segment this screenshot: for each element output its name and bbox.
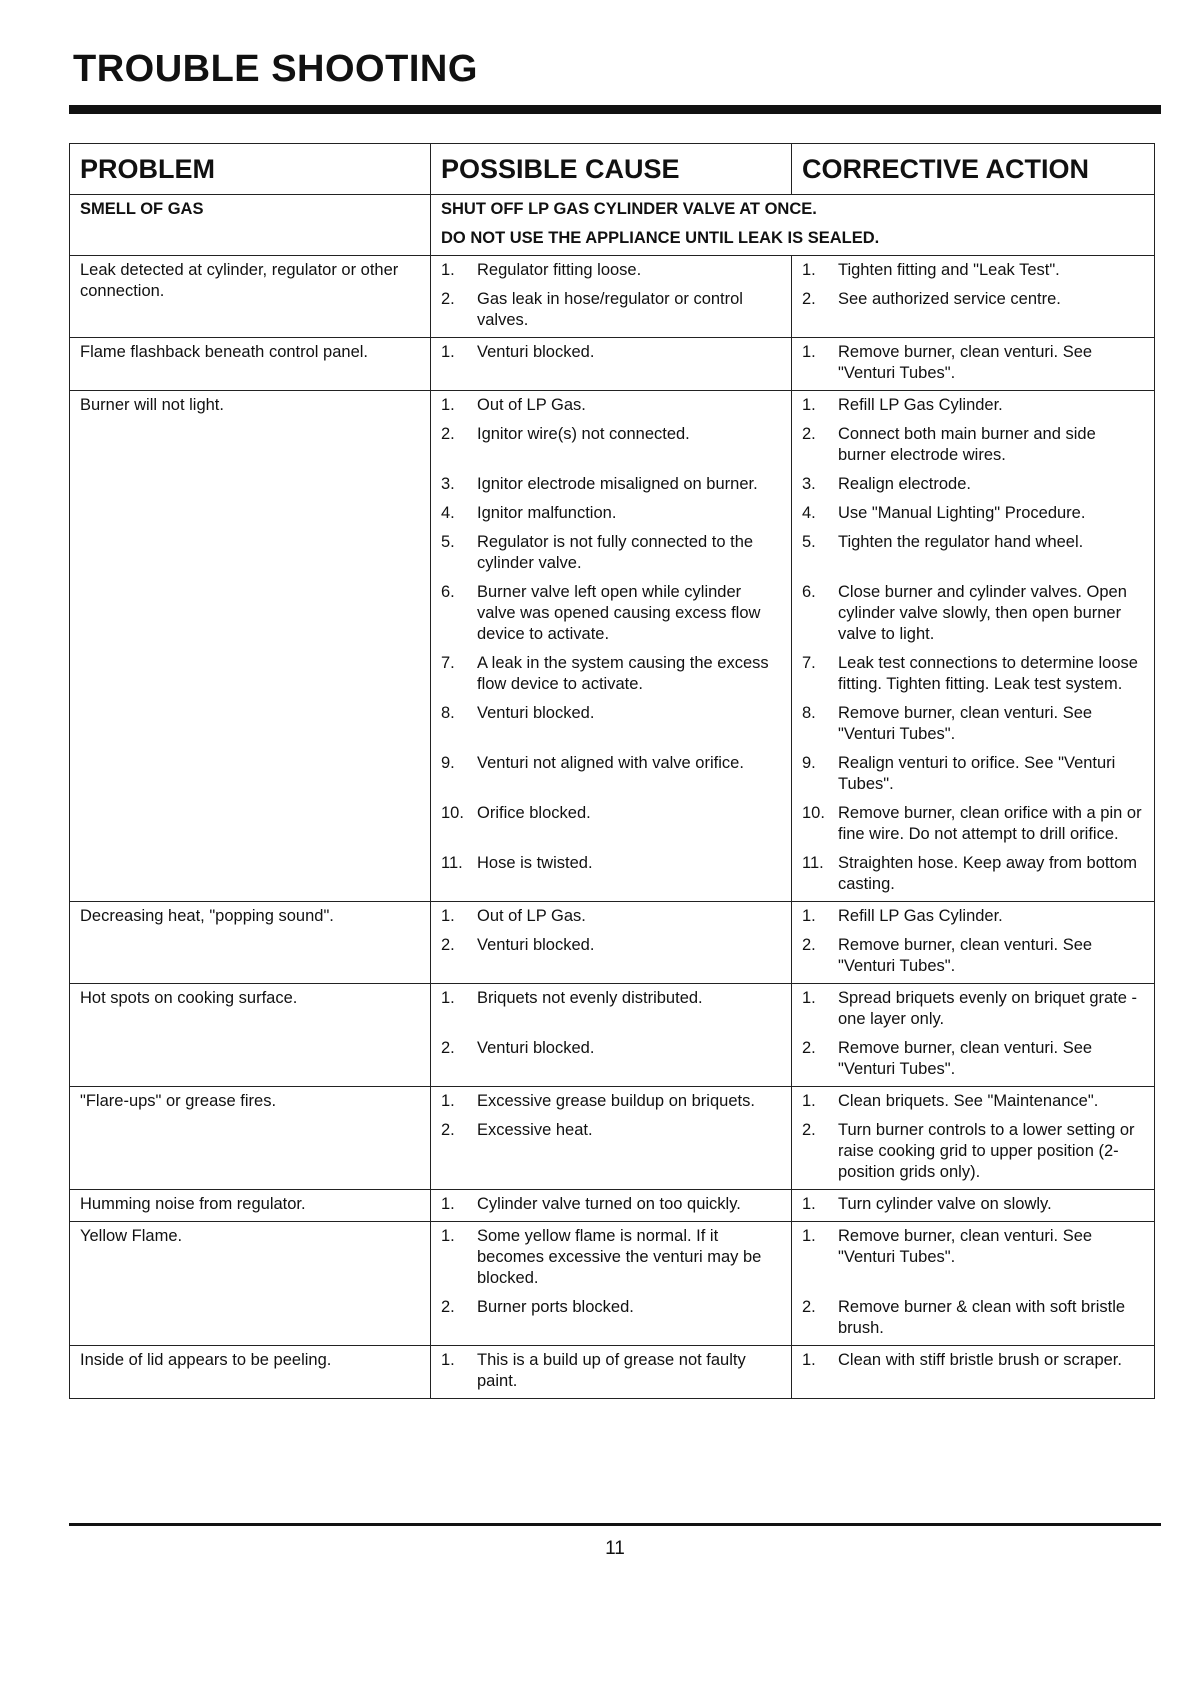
- possible-cause-cell: [431, 1087, 792, 1190]
- item-number: 1.: [441, 1351, 455, 1369]
- cause-item: [441, 988, 781, 1030]
- action-text: Clean with stiff bristle brush or scraper.: [838, 1351, 1122, 1369]
- action-text: Remove burner, clean venturi. See "Venturi Tubes".: [838, 1227, 1093, 1266]
- item-number: 1.: [441, 907, 455, 925]
- action-text: Close burner and cylinder valves. Open cylinder valve slowly, then open burner valve to light.: [838, 583, 1127, 643]
- cause-item: [441, 1120, 781, 1183]
- action-item: [802, 532, 1144, 574]
- item-number: 11.: [802, 854, 824, 872]
- cause-text: Excessive heat.: [477, 1121, 593, 1139]
- action-item: [802, 424, 1144, 466]
- problem-cell: "Flare-ups" or grease fires.: [70, 1087, 431, 1190]
- action-text: Remove burner, clean venturi. See "Venturi Tubes".: [838, 704, 1093, 743]
- action-item: [802, 1038, 1144, 1080]
- table-row: [70, 256, 1155, 338]
- footer-rule: [69, 1523, 1161, 1526]
- item-number: 1.: [441, 1227, 455, 1245]
- action-item: [802, 289, 1144, 331]
- cause-item: [441, 532, 781, 574]
- item-number: 2.: [802, 425, 816, 443]
- item-number: 1.: [802, 261, 816, 279]
- item-number: 1.: [441, 396, 455, 414]
- action-text: See authorized service centre.: [838, 290, 1061, 308]
- table-row: [70, 391, 1155, 902]
- item-number: 5.: [802, 533, 816, 551]
- cause-item: [441, 803, 781, 845]
- item-number: 1.: [441, 343, 455, 361]
- item-number: 4.: [441, 504, 455, 522]
- item-number: 10.: [441, 804, 464, 822]
- cause-item: [441, 1297, 781, 1339]
- cause-item: [441, 935, 781, 977]
- cause-item: [441, 1194, 781, 1215]
- action-item: [802, 803, 1144, 845]
- problem-cell: Flame flashback beneath control panel.: [70, 338, 431, 391]
- cause-text: Briquets not evenly distributed.: [477, 989, 703, 1007]
- action-item: [802, 503, 1144, 524]
- gas-warning-line-2: DO NOT USE THE APPLIANCE UNTIL LEAK IS SEALED.: [441, 229, 880, 247]
- action-item: [802, 853, 1144, 895]
- problem-cell: Decreasing heat, "popping sound".: [70, 902, 431, 984]
- table-row: [70, 1222, 1155, 1346]
- cause-text: Venturi blocked.: [477, 1039, 595, 1057]
- item-number: 8.: [802, 704, 816, 722]
- cause-item: [441, 395, 781, 416]
- item-number: 2.: [441, 1121, 455, 1139]
- item-number: 3.: [441, 475, 455, 493]
- possible-cause-cell: [431, 1346, 792, 1399]
- item-number: 1.: [802, 343, 816, 361]
- cause-text: Regulator is not fully connected to the cylinder valve.: [477, 533, 754, 572]
- item-number: 11.: [441, 854, 463, 872]
- possible-cause-cell: [431, 391, 792, 902]
- corrective-action-cell: [792, 338, 1155, 391]
- table-row: [70, 902, 1155, 984]
- action-text: Refill LP Gas Cylinder.: [838, 396, 1003, 414]
- action-text: Remove burner, clean orifice with a pin or fine wire. Do not attempt to drill orifice.: [838, 804, 1142, 843]
- item-number: 1.: [802, 1227, 816, 1245]
- action-text: Realign venturi to orifice. See "Venturi Tubes".: [838, 754, 1116, 793]
- corrective-action-cell: [792, 1346, 1155, 1399]
- gas-warning-line-1: SHUT OFF LP GAS CYLINDER VALVE AT ONCE.: [441, 200, 817, 218]
- header-corrective-action: CORRECTIVE ACTION: [792, 144, 1155, 195]
- action-text: Turn cylinder valve on slowly.: [838, 1195, 1052, 1213]
- gas-warning-row: [70, 195, 1155, 256]
- cause-text: Cylinder valve turned on too quickly.: [477, 1195, 741, 1213]
- action-item: [802, 906, 1144, 927]
- action-item: [802, 342, 1144, 384]
- item-number: 2.: [441, 425, 455, 443]
- corrective-action-cell: [792, 984, 1155, 1087]
- cause-item: [441, 289, 781, 331]
- item-number: 8.: [441, 704, 455, 722]
- item-number: 2.: [441, 1298, 455, 1316]
- problem-cell: Inside of lid appears to be peeling.: [70, 1346, 431, 1399]
- action-text: Realign electrode.: [838, 475, 971, 493]
- cause-text: This is a build up of grease not faulty paint.: [477, 1351, 746, 1390]
- item-number: 1.: [441, 261, 455, 279]
- action-item: [802, 260, 1144, 281]
- item-number: 1.: [441, 1195, 455, 1213]
- action-item: [802, 582, 1144, 645]
- action-item: [802, 703, 1144, 745]
- item-number: 2.: [802, 1121, 816, 1139]
- cause-item: [441, 582, 781, 645]
- table-row: [70, 1346, 1155, 1399]
- corrective-action-cell: [792, 1190, 1155, 1222]
- cause-item: [441, 342, 781, 384]
- item-number: 1.: [802, 1092, 816, 1110]
- cause-item: [441, 853, 781, 895]
- item-number: 2.: [802, 1298, 816, 1316]
- cause-item: [441, 1091, 781, 1112]
- item-number: 7.: [441, 654, 455, 672]
- page-number: 11: [605, 1538, 625, 1559]
- item-number: 2.: [802, 936, 816, 954]
- header-row: [70, 144, 1155, 195]
- table-row: [70, 338, 1155, 391]
- cause-text: Venturi not aligned with valve orifice.: [477, 754, 744, 772]
- item-number: 2.: [441, 936, 455, 954]
- action-text: Clean briquets. See "Maintenance".: [838, 1092, 1099, 1110]
- cause-item: [441, 1038, 781, 1080]
- item-number: 1.: [441, 989, 455, 1007]
- corrective-action-cell: [792, 256, 1155, 338]
- action-item: [802, 653, 1144, 695]
- item-number: 1.: [802, 907, 816, 925]
- action-item: [802, 753, 1144, 795]
- problem-cell: Humming noise from regulator.: [70, 1190, 431, 1222]
- problem-cell: Leak detected at cylinder, regulator or other connection.: [70, 256, 431, 338]
- action-text: Remove burner, clean venturi. See "Venturi Tubes".: [838, 936, 1093, 975]
- action-text: Spread briquets evenly on briquet grate - one layer only.: [838, 989, 1138, 1028]
- cause-item: [441, 424, 781, 466]
- cause-text: Some yellow flame is normal. If it becomes excessive the venturi may be blocked.: [477, 1227, 762, 1287]
- cause-item: [441, 474, 781, 495]
- item-number: 1.: [802, 396, 816, 414]
- cause-text: Out of LP Gas.: [477, 907, 586, 925]
- item-number: 1.: [802, 989, 816, 1007]
- action-text: Connect both main burner and side burner electrode wires.: [838, 425, 1096, 464]
- table-row: [70, 984, 1155, 1087]
- item-number: 2.: [441, 290, 455, 308]
- action-text: Remove burner, clean venturi. See "Venturi Tubes".: [838, 1039, 1093, 1078]
- possible-cause-cell: [431, 1222, 792, 1346]
- cause-item: [441, 1350, 781, 1392]
- cause-text: Ignitor wire(s) not connected.: [477, 425, 690, 443]
- item-number: 4.: [802, 504, 816, 522]
- cause-text: Regulator fitting loose.: [477, 261, 642, 279]
- action-item: [802, 1297, 1144, 1339]
- title-rule: [69, 105, 1161, 114]
- possible-cause-cell: [431, 902, 792, 984]
- corrective-action-cell: [792, 1087, 1155, 1190]
- action-text: Straighten hose. Keep away from bottom casting.: [838, 854, 1137, 893]
- item-number: 2.: [802, 1039, 816, 1057]
- cause-item: [441, 753, 781, 795]
- problem-cell: Yellow Flame.: [70, 1222, 431, 1346]
- item-number: 9.: [441, 754, 455, 772]
- gas-warning-instructions: [431, 195, 1155, 256]
- action-text: Use "Manual Lighting" Procedure.: [838, 504, 1086, 522]
- table-row: [70, 1087, 1155, 1190]
- action-item: [802, 935, 1144, 977]
- cause-text: Out of LP Gas.: [477, 396, 586, 414]
- cause-text: Orifice blocked.: [477, 804, 591, 822]
- item-number: 10.: [802, 804, 825, 822]
- item-number: 3.: [802, 475, 816, 493]
- header-possible-cause: POSSIBLE CAUSE: [431, 144, 792, 195]
- action-text: Turn burner controls to a lower setting or raise cooking grid to upper position (2-position grids only).: [838, 1121, 1135, 1181]
- cause-text: Burner valve left open while cylinder valve was opened causing excess flow device to activate.: [477, 583, 761, 643]
- cause-item: [441, 906, 781, 927]
- action-text: Remove burner & clean with soft bristle brush.: [838, 1298, 1126, 1337]
- cause-text: Excessive grease buildup on briquets.: [477, 1092, 755, 1110]
- action-item: [802, 1091, 1144, 1112]
- cause-text: Ignitor malfunction.: [477, 504, 617, 522]
- action-text: Tighten fitting and "Leak Test".: [838, 261, 1060, 279]
- cause-item: [441, 260, 781, 281]
- cause-text: Hose is twisted.: [477, 854, 593, 872]
- corrective-action-cell: [792, 391, 1155, 902]
- header-problem: PROBLEM: [70, 144, 431, 195]
- item-number: 6.: [802, 583, 816, 601]
- item-number: 5.: [441, 533, 455, 551]
- item-number: 7.: [802, 654, 816, 672]
- cause-text: Burner ports blocked.: [477, 1298, 634, 1316]
- cause-text: Gas leak in hose/regulator or control valves.: [477, 290, 743, 329]
- troubleshooting-table: [69, 143, 1155, 1399]
- action-text: Remove burner, clean venturi. See "Venturi Tubes".: [838, 343, 1093, 382]
- cause-text: A leak in the system causing the excess flow device to activate.: [477, 654, 769, 693]
- problem-cell: Burner will not light.: [70, 391, 431, 902]
- action-item: [802, 1226, 1144, 1289]
- action-item: [802, 1350, 1144, 1392]
- gas-warning-problem: SMELL OF GAS: [70, 195, 431, 256]
- action-item: [802, 395, 1144, 416]
- item-number: 1.: [802, 1351, 816, 1369]
- cause-text: Venturi blocked.: [477, 343, 595, 361]
- cause-item: [441, 703, 781, 745]
- table-row: [70, 1190, 1155, 1222]
- possible-cause-cell: [431, 984, 792, 1087]
- possible-cause-cell: [431, 338, 792, 391]
- item-number: 2.: [441, 1039, 455, 1057]
- item-number: 6.: [441, 583, 455, 601]
- action-text: Leak test connections to determine loose fitting. Tighten fitting. Leak test system.: [838, 654, 1138, 693]
- cause-item: [441, 653, 781, 695]
- item-number: 1.: [441, 1092, 455, 1110]
- problem-cell: Hot spots on cooking surface.: [70, 984, 431, 1087]
- action-text: Refill LP Gas Cylinder.: [838, 907, 1003, 925]
- cause-item: [441, 503, 781, 524]
- action-item: [802, 1120, 1144, 1183]
- cause-item: [441, 1226, 781, 1289]
- action-item: [802, 474, 1144, 495]
- action-item: [802, 1194, 1144, 1215]
- possible-cause-cell: [431, 1190, 792, 1222]
- corrective-action-cell: [792, 902, 1155, 984]
- possible-cause-cell: [431, 256, 792, 338]
- cause-text: Venturi blocked.: [477, 704, 595, 722]
- item-number: 1.: [802, 1195, 816, 1213]
- cause-text: Venturi blocked.: [477, 936, 595, 954]
- item-number: 9.: [802, 754, 816, 772]
- action-text: Tighten the regulator hand wheel.: [838, 533, 1084, 551]
- action-item: [802, 988, 1144, 1030]
- corrective-action-cell: [792, 1222, 1155, 1346]
- page-title: TROUBLE SHOOTING: [73, 48, 478, 90]
- cause-text: Ignitor electrode misaligned on burner.: [477, 475, 758, 493]
- item-number: 2.: [802, 290, 816, 308]
